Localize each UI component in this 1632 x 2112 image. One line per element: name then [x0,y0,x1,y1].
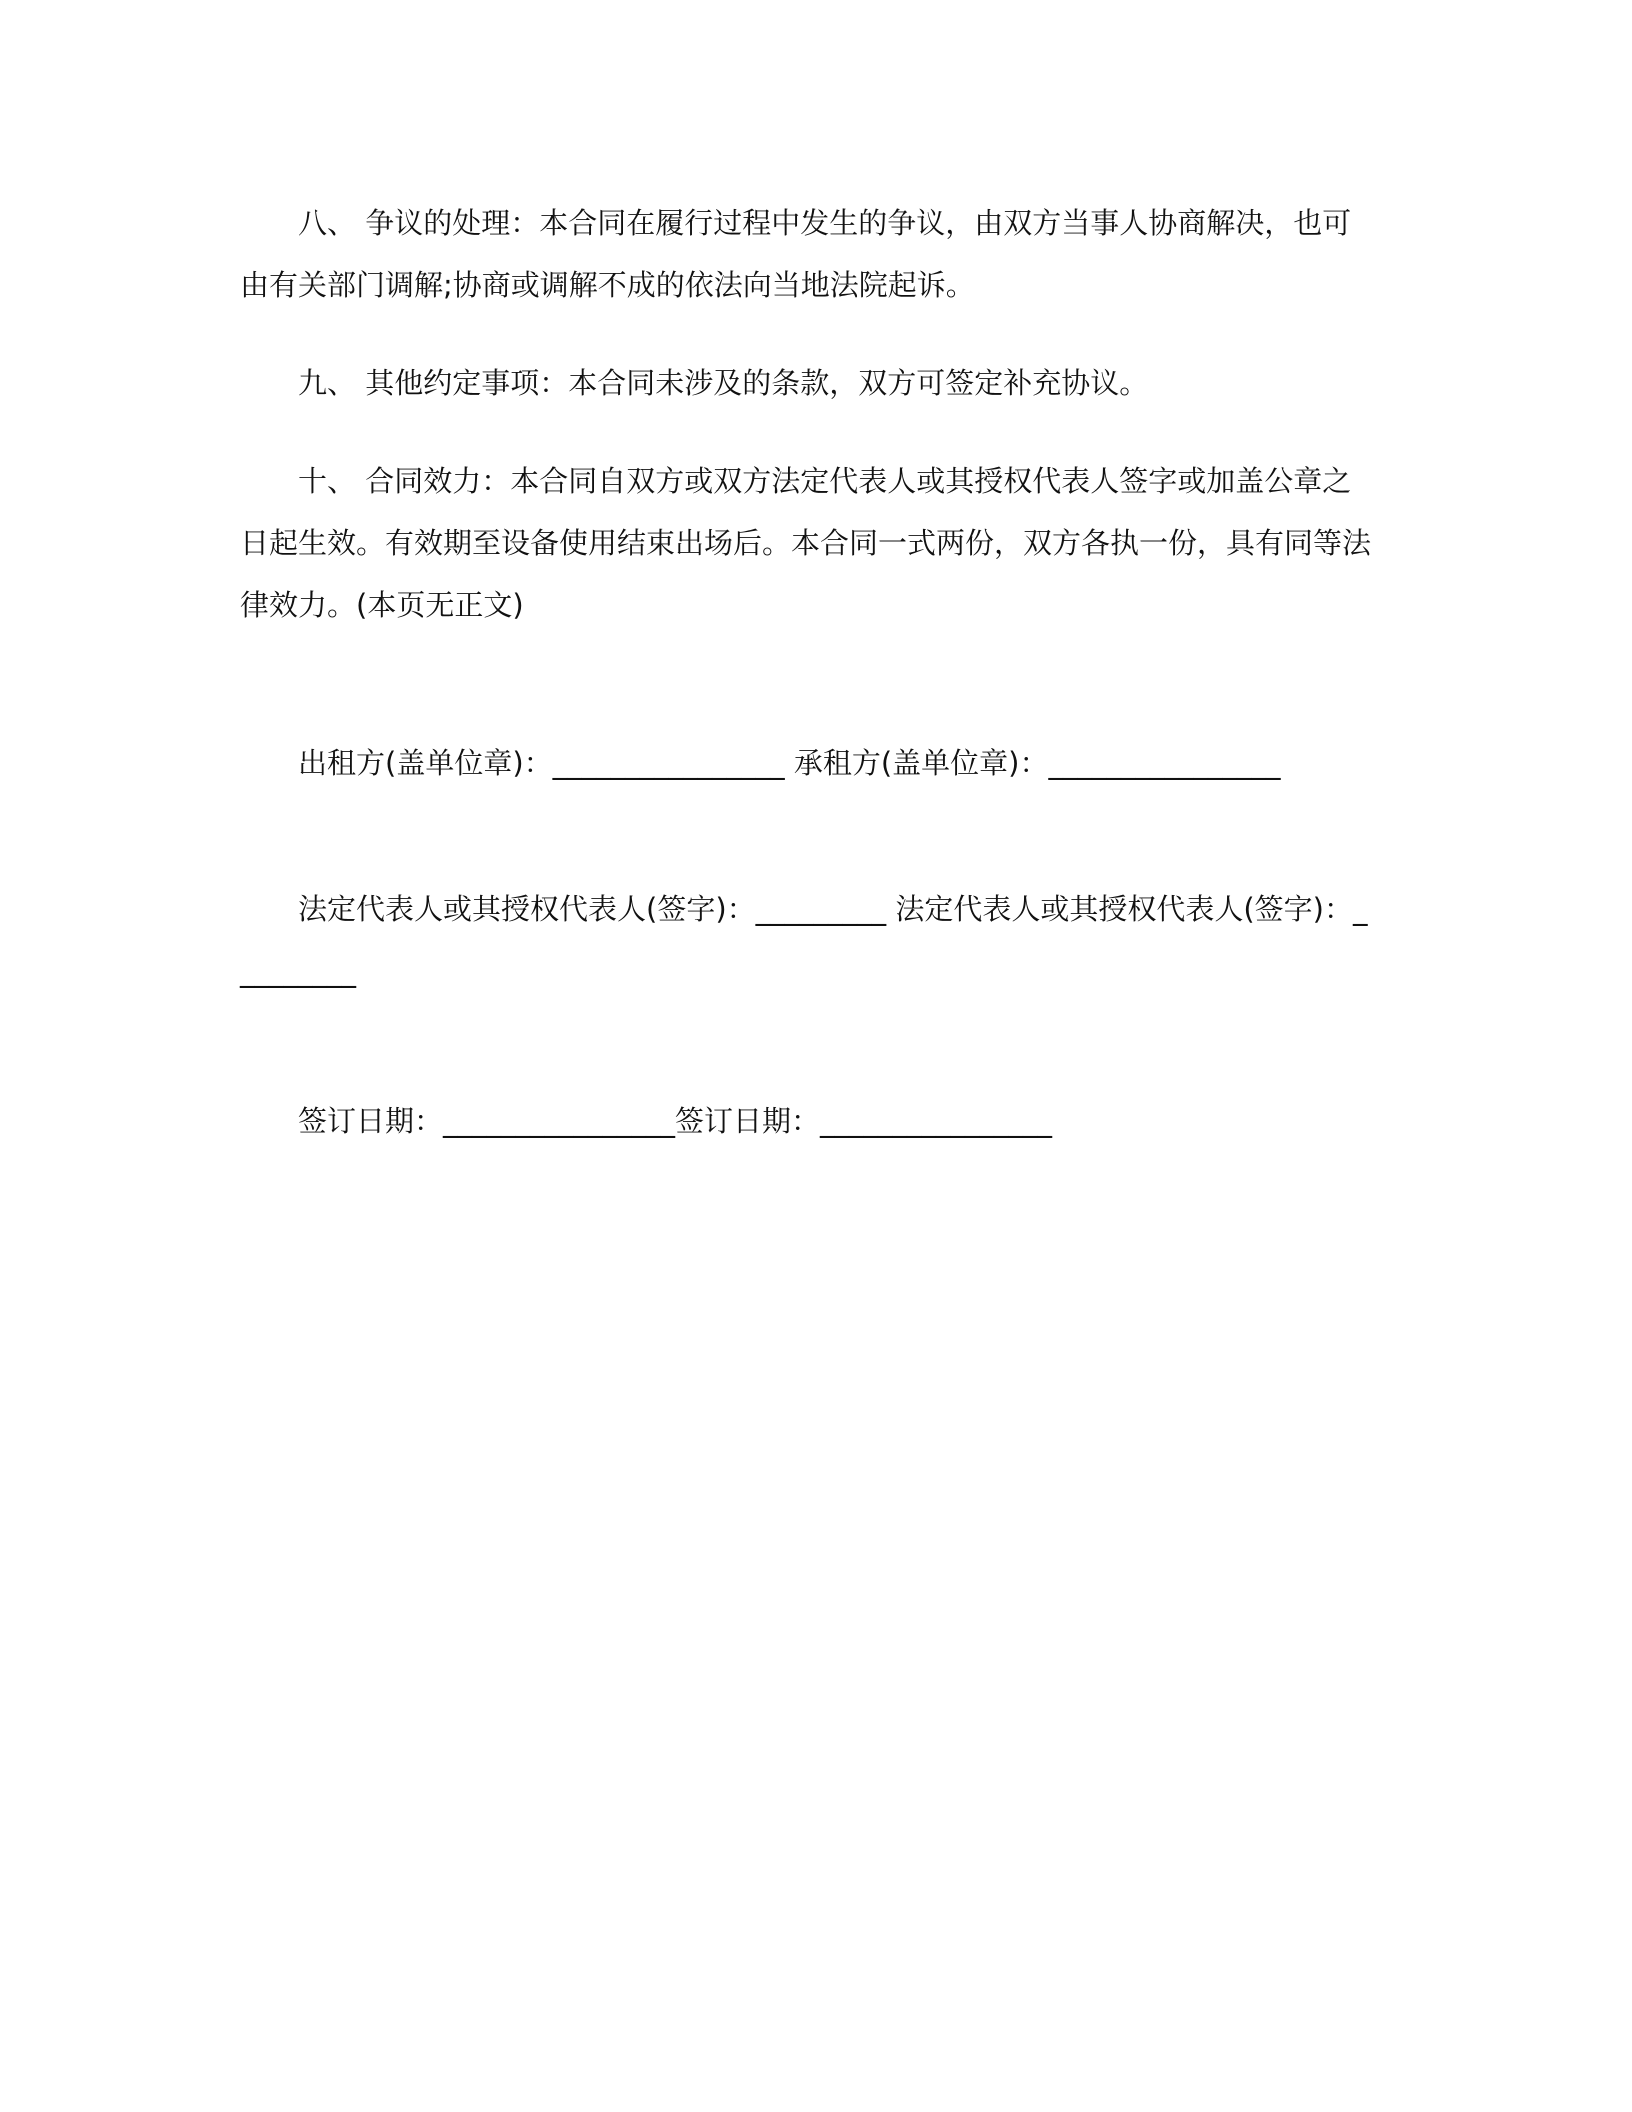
signature-seal-line: 出租方(盖单位章)：________________ 承租方(盖单位章)：________________ [298,746,1281,780]
clause-contract-validity: 十、 合同效力：本合同自双方或双方法定代表人或其授权代表人签字或加盖公章之日起生效。有效期至设备使用结束出场后。本合同一式两份，双方各执一份，具有同等法律效力。(本页无正文) [240,464,1372,622]
clause-dispute-resolution: 八、 争议的处理：本合同在履行过程中发生的争议，由双方当事人协商解决，也可由有关部门调解;协商或调解不成的依法向当地法院起诉。 [240,206,1352,302]
document-body [240,192,1380,1152]
signature-representative-line: 法定代表人或其授权代表人(签字)：_________ 法定代表人或其授权代表人(签字)：_________ [240,892,1368,988]
clause-other-matters: 九、 其他约定事项：本合同未涉及的条款，双方可签定补充协议。 [298,366,1149,400]
signing-date-line: 签订日期：________________签订日期：________________ [298,1104,1053,1138]
